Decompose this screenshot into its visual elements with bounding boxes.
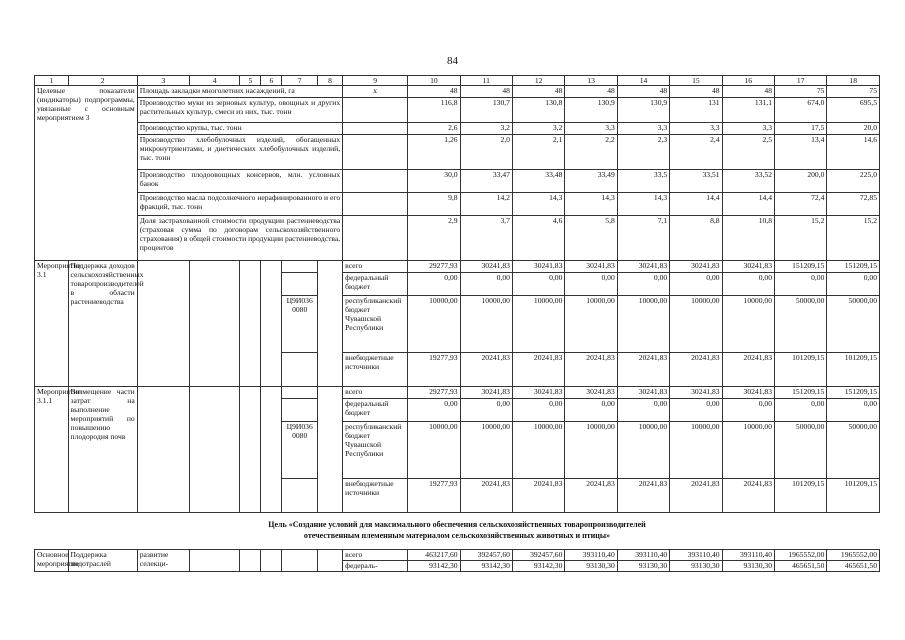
empty-cell <box>282 353 318 387</box>
funding-source: федеральный бюджет <box>343 273 408 296</box>
column-number: 8 <box>318 76 343 86</box>
funding-value: 30241,83 <box>512 387 564 399</box>
funding-value: 10000,00 <box>408 422 460 479</box>
funding-value: 151209,15 <box>827 387 880 399</box>
funding-value: 30241,83 <box>722 261 774 273</box>
funding-value: 20241,83 <box>722 353 774 387</box>
empty-cell <box>282 479 318 513</box>
indicator-name: Производство масла подсолнечного нерафинированного и его фракций, тыс. тонн <box>137 193 342 216</box>
funding-value: 20241,83 <box>617 479 669 513</box>
funding-value: 101209,15 <box>775 353 827 387</box>
funding-value: 10000,00 <box>670 296 722 353</box>
funding-value: 392457,60 <box>512 550 564 561</box>
funding-source: всего <box>343 261 408 273</box>
funding-value: 393110,40 <box>565 550 617 561</box>
funding-value: 30241,83 <box>670 261 722 273</box>
funding-value: 0,00 <box>565 273 617 296</box>
column-number: 14 <box>617 76 669 86</box>
indicator-value: 33,47 <box>460 170 512 193</box>
funding-value: 93142,30 <box>460 561 512 572</box>
indicator-value: 48 <box>617 86 669 98</box>
funding-value: 463217,60 <box>408 550 460 561</box>
header-row <box>35 76 880 86</box>
indicator-value: 14,4 <box>670 193 722 216</box>
funding-value: 10000,00 <box>460 296 512 353</box>
funding-value: 10000,00 <box>512 422 564 479</box>
basic-measure-name: Поддержка подотраслей <box>68 550 137 572</box>
indicator-value: 3,3 <box>670 123 722 135</box>
funding-value: 0,00 <box>460 399 512 422</box>
empty-cell <box>240 261 261 387</box>
funding-value: 30241,83 <box>512 261 564 273</box>
column-number: 13 <box>565 76 617 86</box>
empty-cell <box>282 273 318 296</box>
empty-cell <box>282 399 318 422</box>
indicator-value: 48 <box>670 86 722 98</box>
indicator-row <box>35 193 880 216</box>
empty-cell <box>261 387 282 513</box>
funding-value: 0,00 <box>617 399 669 422</box>
funding-value: 30241,83 <box>670 387 722 399</box>
indicator-value: 2,0 <box>460 135 512 170</box>
indicator-value: 3,3 <box>617 123 669 135</box>
column-number: 11 <box>460 76 512 86</box>
funding-source: внебюджетные источники <box>343 479 408 513</box>
measure-row <box>35 261 880 273</box>
funding-value: 93142,30 <box>408 561 460 572</box>
column-number: 16 <box>722 76 774 86</box>
funding-value: 10000,00 <box>460 422 512 479</box>
funding-value: 20241,83 <box>512 479 564 513</box>
funding-value: 93142,30 <box>512 561 564 572</box>
funding-value: 10000,00 <box>722 296 774 353</box>
indicator-row <box>35 170 880 193</box>
funding-value: 93130,30 <box>617 561 669 572</box>
indicator-value: 48 <box>565 86 617 98</box>
indicator-value: 14,3 <box>617 193 669 216</box>
indicator-value: 131 <box>670 98 722 123</box>
empty-cell <box>261 550 282 572</box>
column-number: 7 <box>282 76 318 86</box>
column-number: 4 <box>190 76 240 86</box>
funding-value: 50000,00 <box>827 296 880 353</box>
funding-value: 30241,83 <box>722 387 774 399</box>
indicator-value: 3,3 <box>722 123 774 135</box>
column-number: 5 <box>240 76 261 86</box>
indicator-value: 225,0 <box>827 170 880 193</box>
indicator-value: 2,3 <box>617 135 669 170</box>
empty-cell <box>137 261 189 387</box>
indicator-name: Производство плодоовощных консервов, млн. условных банок <box>137 170 342 193</box>
indicator-value: 48 <box>722 86 774 98</box>
page-number: 84 <box>447 55 458 67</box>
goal-heading <box>34 519 880 541</box>
indicator-row <box>35 216 880 261</box>
indicator-value: 9,8 <box>408 193 460 216</box>
funding-value: 20241,83 <box>460 353 512 387</box>
budget-code: Ц9И036 0080 <box>282 296 318 353</box>
indicator-value: 7,1 <box>617 216 669 261</box>
indicator-value: 48 <box>512 86 564 98</box>
funding-value: 0,00 <box>722 273 774 296</box>
funding-value: 465651,50 <box>775 561 827 572</box>
measure-row <box>35 387 880 399</box>
funding-value: 93130,30 <box>565 561 617 572</box>
indicator-value: 116,8 <box>408 98 460 123</box>
indicator-value: 131,1 <box>722 98 774 123</box>
indicator-value: 130,9 <box>617 98 669 123</box>
empty-cell <box>318 261 343 387</box>
indicator-value: 75 <box>827 86 880 98</box>
empty-cell <box>282 387 318 399</box>
funding-value: 30241,83 <box>617 387 669 399</box>
column-number: 18 <box>827 76 880 86</box>
funding-value: 20241,83 <box>617 353 669 387</box>
funding-value: 392457,60 <box>460 550 512 561</box>
basic-measure-target: развитие селекци- <box>137 550 189 572</box>
funding-source: всего <box>343 550 408 561</box>
indicator-value: 8,8 <box>670 216 722 261</box>
indicator-value: 5,8 <box>565 216 617 261</box>
indicator-unit <box>343 98 408 123</box>
funding-source: федеральный бюджет <box>343 399 408 422</box>
funding-value: 101209,15 <box>827 353 880 387</box>
empty-cell <box>240 550 261 572</box>
indicator-name: Производство муки из зерновых культур, овощных и других растительных культур, смеси из них, тыс. тонн <box>137 98 342 123</box>
funding-value: 465651,50 <box>827 561 880 572</box>
basic-measure-table <box>34 549 880 572</box>
indicator-value: 2,2 <box>565 135 617 170</box>
basic-measure-row <box>35 550 880 561</box>
funding-value: 0,00 <box>565 399 617 422</box>
indicator-value: 15,2 <box>775 216 827 261</box>
indicator-value: 14,2 <box>460 193 512 216</box>
funding-value: 0,00 <box>670 399 722 422</box>
indicator-row <box>35 86 880 98</box>
measure-name: Возмещение части затрат на выполнение мероприятий по повышению плодородия почв <box>68 387 137 513</box>
indicator-value: 695,5 <box>827 98 880 123</box>
indicator-value: 33,5 <box>617 170 669 193</box>
funding-value: 1965552,00 <box>775 550 827 561</box>
empty-cell <box>190 550 240 572</box>
goal-line-1: Цель «Создание условий для максимального обеспечения сельскохозяйственных товаропроизводителей <box>268 520 646 529</box>
funding-value: 10000,00 <box>617 296 669 353</box>
funding-value: 20241,83 <box>670 479 722 513</box>
empty-cell <box>261 261 282 387</box>
funding-value: 50000,00 <box>827 422 880 479</box>
funding-value: 0,00 <box>512 399 564 422</box>
funding-value: 10000,00 <box>512 296 564 353</box>
indicator-value: 48 <box>460 86 512 98</box>
funding-value: 20241,83 <box>512 353 564 387</box>
funding-value: 20241,83 <box>722 479 774 513</box>
funding-value: 0,00 <box>408 399 460 422</box>
indicator-value: 3,7 <box>460 216 512 261</box>
indicator-value: 33,51 <box>670 170 722 193</box>
funding-value: 30241,83 <box>565 387 617 399</box>
funding-value: 1965552,00 <box>827 550 880 561</box>
column-number: 12 <box>512 76 564 86</box>
indicator-value: 130,8 <box>512 98 564 123</box>
funding-value: 10000,00 <box>408 296 460 353</box>
column-number: 2 <box>68 76 137 86</box>
indicator-value: 14,4 <box>722 193 774 216</box>
indicator-value: 33,52 <box>722 170 774 193</box>
empty-cell <box>190 387 240 513</box>
measure-kind: Мероприятие 3.1 <box>35 261 69 387</box>
funding-source: республиканский бюджет Чувашской Республики <box>343 422 408 479</box>
column-number: 9 <box>343 76 408 86</box>
column-number: 17 <box>775 76 827 86</box>
indicator-value: 130,9 <box>565 98 617 123</box>
budget-table <box>34 75 880 513</box>
column-number: 15 <box>670 76 722 86</box>
indicator-unit <box>343 170 408 193</box>
funding-value: 0,00 <box>722 399 774 422</box>
indicator-row <box>35 123 880 135</box>
funding-value: 151209,15 <box>775 387 827 399</box>
funding-value: 20241,83 <box>565 353 617 387</box>
funding-source: всего <box>343 387 408 399</box>
funding-value: 29277,93 <box>408 387 460 399</box>
indicator-name: Площадь закладки многолетних насаждений, га <box>137 86 342 98</box>
indicator-value: 674,0 <box>775 98 827 123</box>
funding-value: 19277,93 <box>408 353 460 387</box>
indicator-value: 72,4 <box>775 193 827 216</box>
column-number: 10 <box>408 76 460 86</box>
targets-label: Целевые показатели (индикаторы) подпрограммы, увязанные с основным мероприятием 3 <box>35 86 138 261</box>
indicator-value: 3,2 <box>460 123 512 135</box>
funding-value: 93130,30 <box>670 561 722 572</box>
funding-value: 151209,15 <box>775 261 827 273</box>
funding-value: 101209,15 <box>827 479 880 513</box>
indicator-value: 4,6 <box>512 216 564 261</box>
indicator-value: 13,4 <box>775 135 827 170</box>
indicator-value: 3,2 <box>512 123 564 135</box>
funding-value: 50000,00 <box>775 296 827 353</box>
funding-source: федераль- <box>343 561 408 572</box>
column-number: 3 <box>137 76 189 86</box>
indicator-value: 3,3 <box>565 123 617 135</box>
empty-cell <box>240 387 261 513</box>
funding-value: 101209,15 <box>775 479 827 513</box>
funding-value: 393110,40 <box>670 550 722 561</box>
funding-value: 393110,40 <box>722 550 774 561</box>
indicator-value: 17,5 <box>775 123 827 135</box>
empty-cell <box>282 550 318 572</box>
funding-value: 30241,83 <box>460 387 512 399</box>
funding-value: 10000,00 <box>565 422 617 479</box>
indicator-value: 33,49 <box>565 170 617 193</box>
column-number: 6 <box>261 76 282 86</box>
measure-kind: Мероприятие 3.1.1 <box>35 387 69 513</box>
empty-cell <box>190 261 240 387</box>
indicator-unit: x <box>343 86 408 98</box>
funding-value: 0,00 <box>617 273 669 296</box>
funding-value: 10000,00 <box>670 422 722 479</box>
funding-value: 29277,93 <box>408 261 460 273</box>
indicator-value: 14,6 <box>827 135 880 170</box>
indicator-name: Доля застрахованной стоимости продукции растениеводства (страховая сумма по договорам сельскохозяйственного страхования) в общей стоимости продукции растениеводства, процентов <box>137 216 342 261</box>
funding-source: республиканский бюджет Чувашской Республики <box>343 296 408 353</box>
indicator-value: 10,8 <box>722 216 774 261</box>
funding-value: 30241,83 <box>565 261 617 273</box>
indicator-value: 15,2 <box>827 216 880 261</box>
indicator-unit <box>343 216 408 261</box>
indicator-unit <box>343 193 408 216</box>
funding-value: 50000,00 <box>775 422 827 479</box>
basic-measure-kind: Основное мероприятие <box>35 550 69 572</box>
funding-value: 20241,83 <box>460 479 512 513</box>
budget-code: Ц9И036 0080 <box>282 422 318 479</box>
indicator-value: 30,0 <box>408 170 460 193</box>
indicator-value: 1,26 <box>408 135 460 170</box>
indicator-value: 2,6 <box>408 123 460 135</box>
indicator-value: 2,1 <box>512 135 564 170</box>
empty-cell <box>282 261 318 273</box>
empty-cell <box>318 550 343 572</box>
indicator-name: Производство крупы, тыс. тонн <box>137 123 342 135</box>
funding-value: 0,00 <box>512 273 564 296</box>
funding-value: 19277,93 <box>408 479 460 513</box>
funding-value: 0,00 <box>775 273 827 296</box>
funding-value: 0,00 <box>460 273 512 296</box>
funding-value: 0,00 <box>670 273 722 296</box>
funding-value: 0,00 <box>775 399 827 422</box>
indicator-value: 2,5 <box>722 135 774 170</box>
funding-value: 10000,00 <box>722 422 774 479</box>
indicator-unit <box>343 135 408 170</box>
indicator-unit <box>343 123 408 135</box>
indicator-value: 72,85 <box>827 193 880 216</box>
funding-value: 30241,83 <box>460 261 512 273</box>
funding-value: 0,00 <box>408 273 460 296</box>
indicator-row <box>35 135 880 170</box>
indicator-value: 48 <box>408 86 460 98</box>
funding-source: внебюджетные источники <box>343 353 408 387</box>
funding-value: 10000,00 <box>565 296 617 353</box>
indicator-value: 2,4 <box>670 135 722 170</box>
indicator-name: Производство хлебобулочных изделий, обогащенных микронутриентами, и диетических хлебобулочных изделий, тыс. тонн <box>137 135 342 170</box>
funding-value: 30241,83 <box>617 261 669 273</box>
indicator-value: 2,9 <box>408 216 460 261</box>
indicator-value: 75 <box>775 86 827 98</box>
measure-name: Поддержка доходов сельскохозяйственных товаропроизводителей в области растениеводства <box>68 261 137 387</box>
funding-value: 0,00 <box>827 273 880 296</box>
funding-value: 20241,83 <box>565 479 617 513</box>
indicator-value: 14,3 <box>565 193 617 216</box>
empty-cell <box>318 387 343 513</box>
funding-value: 151209,15 <box>827 261 880 273</box>
funding-value: 0,00 <box>827 399 880 422</box>
indicator-value: 14,3 <box>512 193 564 216</box>
funding-value: 10000,00 <box>617 422 669 479</box>
goal-line-2: отечественным племенным материалом сельскохозяйственных животных и птицы» <box>303 531 611 540</box>
indicator-value: 33,48 <box>512 170 564 193</box>
funding-value: 20241,83 <box>670 353 722 387</box>
funding-value: 93130,30 <box>722 561 774 572</box>
empty-cell <box>137 387 189 513</box>
indicator-value: 200,0 <box>775 170 827 193</box>
funding-value: 393110,40 <box>617 550 669 561</box>
indicator-value: 130,7 <box>460 98 512 123</box>
indicator-value: 20,0 <box>827 123 880 135</box>
column-number: 1 <box>35 76 69 86</box>
indicator-row <box>35 98 880 123</box>
